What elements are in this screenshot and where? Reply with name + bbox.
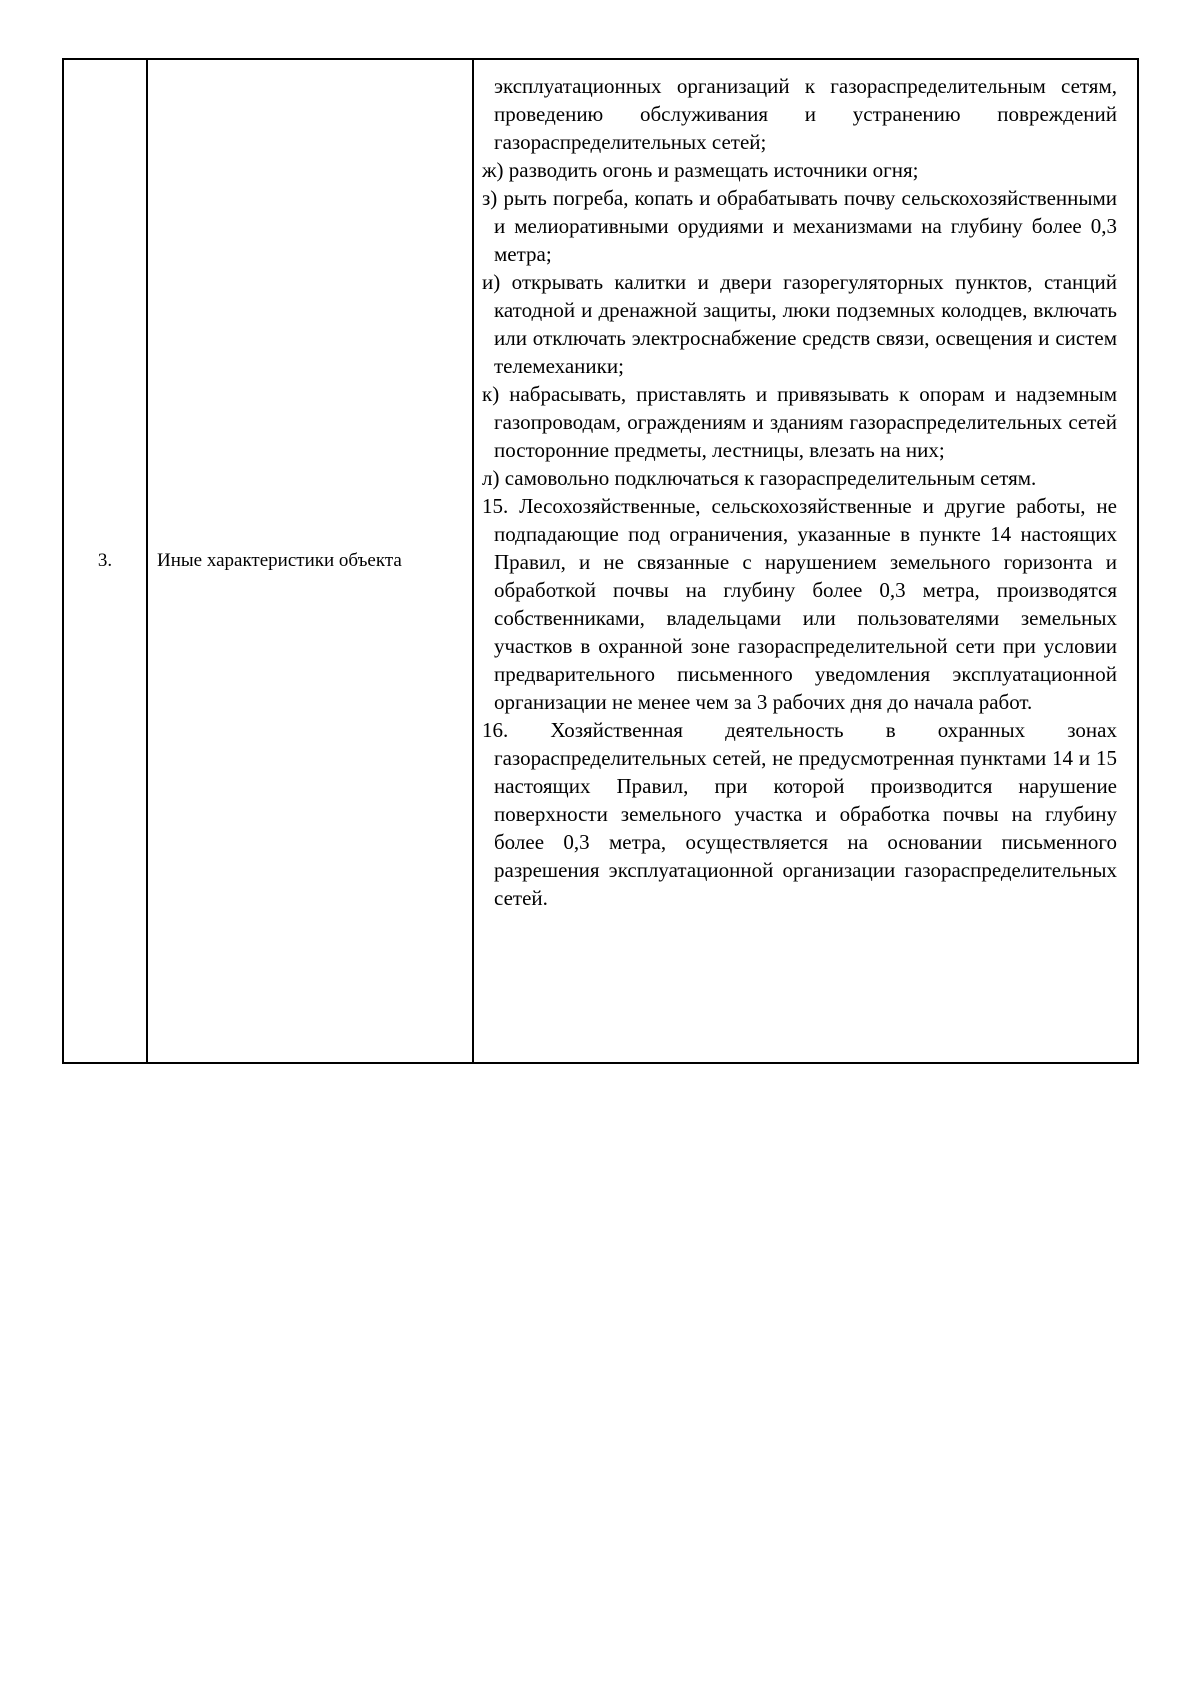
paragraph-item-z: з) рыть погреба, копать и обрабатывать почву сельскохозяйственными и мелиоративными орудиями и механизмами на глубину более 0,3 метра; [482,186,1117,266]
characteristics-table [62,58,1139,1064]
row-text-cell [473,59,1138,1063]
paragraph-clause-16: 16. Хозяйственная деятельность в охранных зонах газораспределительных сетей, не предусмотренная пунктами 14 и 15 настоящих Правил, при которой производится нарушение поверхности земельного участка и обработка почвы на глубину более 0,3 метра, осуществляется на основании письменного разрешения эксплуатационной организации газораспределительных сетей. [482,718,1117,910]
row-name-cell [147,59,473,1063]
paragraph-item-zh: ж) разводить огонь и размещать источники огня; [482,158,919,182]
row-number: 3. [97,550,113,571]
table-row [63,59,1138,1063]
paragraph-item-i: и) открывать калитки и двери газорегуляторных пунктов, станций катодной и дренажной защиты, люки подземных колодцев, включать или отключать электроснабжение средств связи, освещения и систем телемеханики; [482,270,1117,378]
row-number-cell [63,59,147,1063]
paragraph-item-l: л) самовольно подключаться к газораспределительным сетям. [482,466,1037,490]
row-name: Иные характеристики объекта [157,550,402,571]
paragraph-continuation: эксплуатационных организаций к газораспределительным сетям, проведению обслуживания и устранению повреждений газораспределительных сетей; [494,74,1117,154]
paragraph-item-k: к) набрасывать, приставлять и привязывать к опорам и надземным газопроводам, ограждениям и зданиям газораспределительных сетей посторонние предметы, лестницы, влезать на них; [482,382,1117,462]
paragraph-clause-15: 15. Лесохозяйственные, сельскохозяйственные и другие работы, не подпадающие под ограничения, указанные в пункте 14 настоящих Правил, и не связанные с нарушением земельного горизонта и обработкой почвы на глубину более 0,3 метра, производятся собственниками, владельцами или пользователями земельных участков в охранной зоне газораспределительной сети при условии предварительного письменного уведомления эксплуатационной организации не менее чем за 3 рабочих дня до начала работ. [482,494,1117,714]
